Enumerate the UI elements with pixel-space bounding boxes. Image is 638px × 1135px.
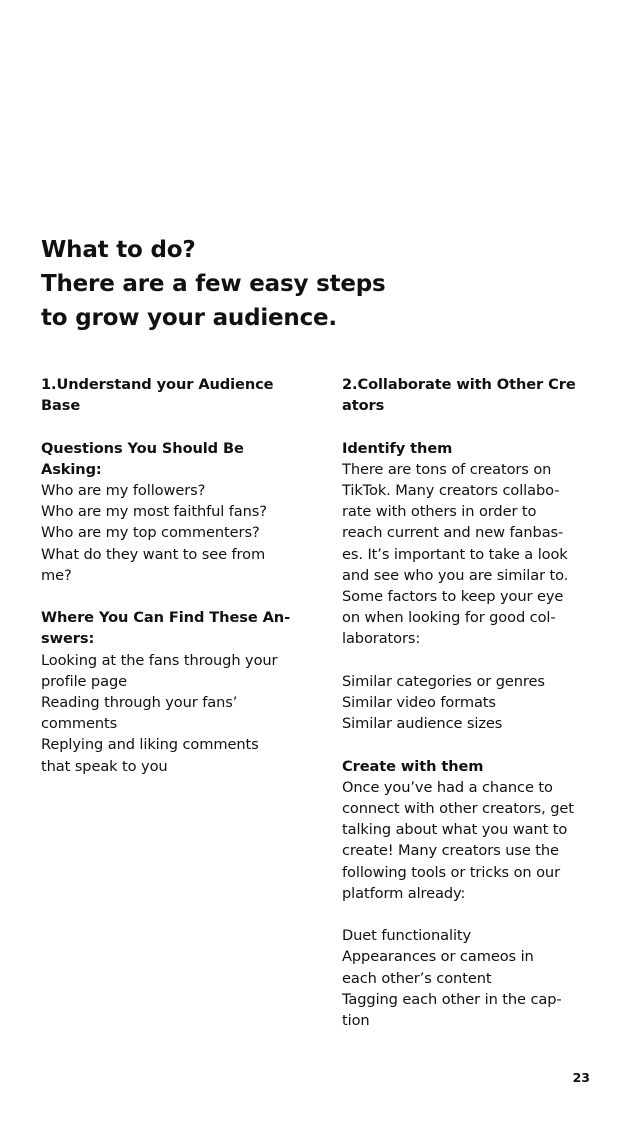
identify-body-line: es. It’s important to take a look (342, 545, 568, 563)
page-heading (41, 233, 601, 335)
answer-line: Replying and liking comments (41, 736, 259, 754)
identify-body-line: TikTok. Many creators collabo- (342, 482, 560, 499)
answer-line: Looking at the fans through your (41, 651, 278, 669)
questions-heading-line: Asking: (41, 460, 102, 478)
answers-heading-line: swers: (41, 630, 95, 648)
identify-body-line: Some factors to keep your eye (342, 588, 564, 606)
section-title-line: 1.Understand your Audience (41, 376, 274, 393)
create-body-line: platform already: (342, 884, 466, 902)
tool-line: Appearances or cameos in (342, 948, 534, 966)
right-column (342, 374, 602, 1031)
factor-line: Similar audience sizes (342, 715, 503, 733)
create-body-line: connect with other creators, get (342, 800, 574, 818)
questions-heading-line: Questions You Should Be (41, 439, 244, 457)
identify-body-line: on when looking for good col- (342, 609, 556, 627)
question-line: What do they want to see from (41, 545, 266, 563)
answer-line: profile page (41, 672, 127, 690)
create-body-line: talking about what you want to (342, 821, 568, 839)
identify-body-line: and see who you are similar to. (342, 566, 569, 584)
tool-line: Duet functionality (342, 927, 472, 945)
identify-body-line: reach current and new fanbas- (342, 524, 564, 542)
question-line: Who are my top commenters? (41, 524, 260, 542)
create-body-line: Once you’ve had a chance to (342, 778, 553, 796)
question-line: Who are my most faithful fans? (41, 503, 267, 521)
create-body-line: create! Many creators use the (342, 842, 559, 860)
create-heading: Create with them (342, 757, 484, 775)
page-number: 23 (572, 1070, 590, 1085)
identify-body-line: rate with others in order to (342, 503, 537, 521)
answer-line: comments (41, 715, 118, 733)
identify-body-line: There are tons of creators on (342, 460, 552, 478)
tool-line: tion (342, 1012, 370, 1030)
heading-line: There are a few easy steps (41, 271, 386, 297)
answer-line: that speak to you (41, 757, 168, 775)
section-title-line: Base (41, 397, 81, 415)
identify-body-line: laborators: (342, 630, 421, 648)
factor-line: Similar categories or genres (342, 672, 545, 690)
identify-heading: Identify them (342, 439, 453, 457)
left-column (41, 374, 316, 777)
question-line: Who are my followers? (41, 482, 206, 499)
section-title-line: 2.Collaborate with Other Cre (342, 376, 576, 393)
heading-line: What to do? (41, 237, 196, 263)
create-body-line: following tools or tricks on our (342, 863, 560, 881)
section-title-line: ators (342, 397, 385, 415)
tool-line: Tagging each other in the cap- (342, 990, 562, 1008)
tool-line: each other’s content (342, 969, 492, 987)
question-line: me? (41, 566, 72, 584)
answer-line: Reading through your fans’ (41, 694, 238, 712)
answers-heading-line: Where You Can Find These An- (41, 609, 291, 627)
factor-line: Similar video formats (342, 694, 496, 712)
heading-line: to grow your audience. (41, 305, 337, 331)
